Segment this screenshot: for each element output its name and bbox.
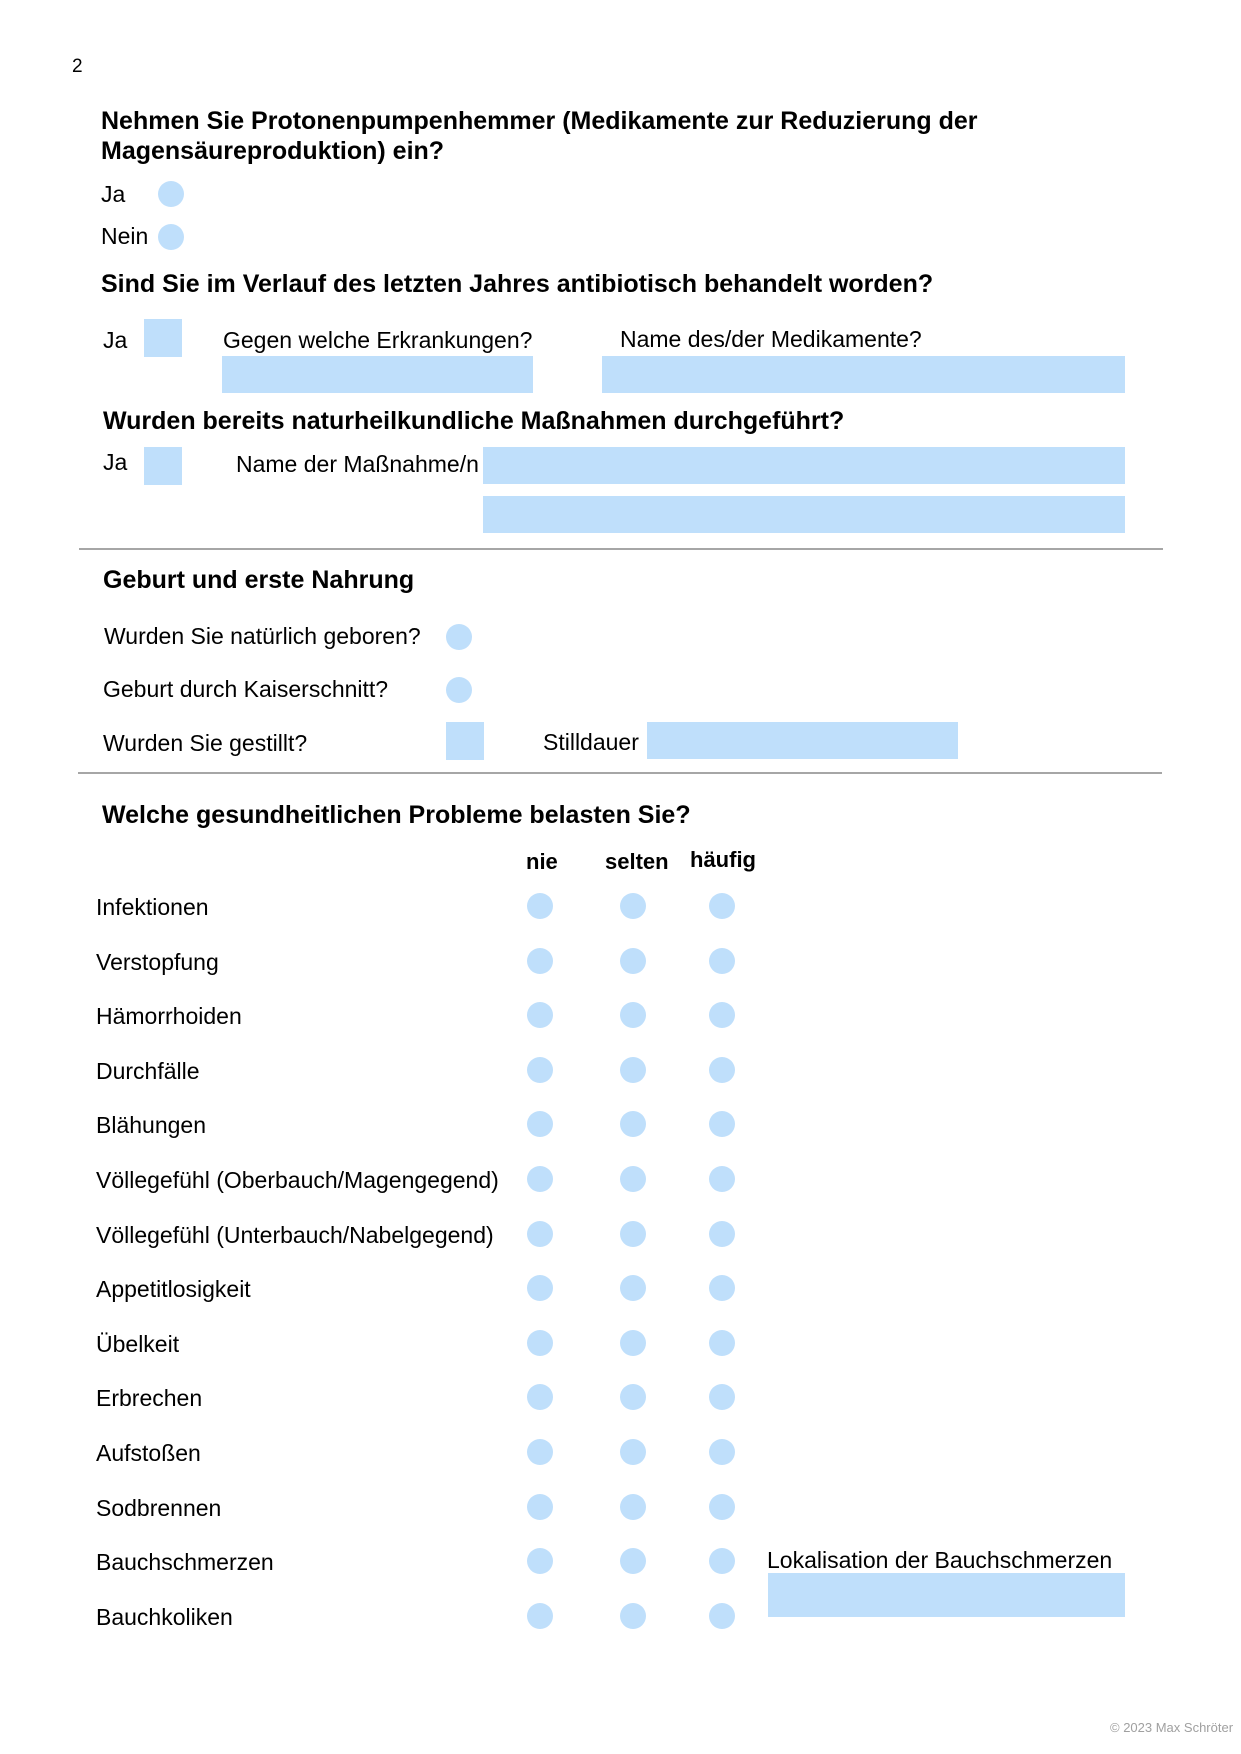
problem-radio-often[interactable] [709,1439,735,1465]
ppi-no-radio[interactable] [158,224,184,250]
birth-natural-radio[interactable] [446,624,472,650]
birth-breastfed-checkbox[interactable] [446,722,484,760]
problem-radio-never[interactable] [527,948,553,974]
problem-radio-never[interactable] [527,1384,553,1410]
problem-radio-rarely[interactable] [620,1275,646,1301]
problem-radio-never[interactable] [527,1439,553,1465]
problem-radio-never[interactable] [527,893,553,919]
problem-radio-often[interactable] [709,1057,735,1083]
birth-cesarean-label: Geburt durch Kaiserschnitt? [103,676,389,702]
problem-radio-often[interactable] [709,1221,735,1247]
problem-label: Übelkeit [96,1331,180,1357]
problem-radio-never[interactable] [527,1330,553,1356]
problem-label: Völlegefühl (Unterbauch/Nabelgegend) [96,1222,494,1248]
naturopathy-measure-field-1[interactable] [483,447,1125,484]
ppi-question-line2: Magensäureproduktion) ein? [101,137,445,165]
problem-radio-rarely[interactable] [620,1548,646,1574]
ppi-no-label: Nein [101,223,149,249]
column-header-rarely: selten [605,849,669,874]
problem-radio-often[interactable] [709,1166,735,1192]
pain-location-field[interactable] [768,1573,1125,1617]
problem-label: Durchfälle [96,1058,200,1084]
problem-radio-rarely[interactable] [620,1603,646,1629]
problem-radio-often[interactable] [709,893,735,919]
naturopathy-yes-label: Ja [103,449,128,475]
problem-radio-rarely[interactable] [620,1057,646,1083]
problem-radio-never[interactable] [527,1275,553,1301]
problem-radio-never[interactable] [527,1603,553,1629]
problem-radio-rarely[interactable] [620,1166,646,1192]
copyright-footer: © 2023 Max Schröter [1110,1720,1234,1735]
problem-radio-often[interactable] [709,1330,735,1356]
ppi-question-line1: Nehmen Sie Protonenpumpenhemmer (Medikamente zur Reduzierung der [101,107,978,135]
problem-radio-never[interactable] [527,1166,553,1192]
breastfeeding-duration-label: Stilldauer [543,729,639,755]
naturopathy-measure-field-2[interactable] [483,496,1125,533]
problem-radio-rarely[interactable] [620,1330,646,1356]
problem-radio-rarely[interactable] [620,1384,646,1410]
ppi-yes-label: Ja [101,181,126,207]
ppi-yes-radio[interactable] [158,181,184,207]
problem-radio-often[interactable] [709,1384,735,1410]
antibiotics-medication-label: Name des/der Medikamente? [620,326,922,352]
problem-radio-often[interactable] [709,1111,735,1137]
problem-label: Blähungen [96,1112,206,1138]
birth-breastfed-label: Wurden Sie gestillt? [103,730,308,756]
column-header-never: nie [526,849,558,874]
problem-radio-rarely[interactable] [620,1221,646,1247]
problem-label: Erbrechen [96,1385,203,1411]
problem-radio-often[interactable] [709,948,735,974]
problem-radio-never[interactable] [527,1221,553,1247]
problem-label: Verstopfung [96,949,219,975]
problem-label: Völlegefühl (Oberbauch/Magengegend) [96,1167,499,1193]
problem-radio-rarely[interactable] [620,948,646,974]
section-divider [78,772,1162,774]
problem-radio-rarely[interactable] [620,893,646,919]
problem-radio-often[interactable] [709,1548,735,1574]
problems-heading: Welche gesundheitlichen Probleme belasten Sie? [102,801,691,829]
antibiotics-diseases-label: Gegen welche Erkrankungen? [223,327,533,353]
naturopathy-yes-checkbox[interactable] [144,447,182,485]
problem-radio-rarely[interactable] [620,1494,646,1520]
problem-label: Appetitlosigkeit [96,1276,251,1302]
problem-radio-never[interactable] [527,1057,553,1083]
problem-radio-rarely[interactable] [620,1439,646,1465]
problem-label: Infektionen [96,894,209,920]
naturopathy-question: Wurden bereits naturheilkundliche Maßnahmen durchgeführt? [103,407,845,435]
antibiotics-yes-label: Ja [103,327,128,353]
problem-label: Aufstoßen [96,1440,201,1466]
problem-radio-often[interactable] [709,1494,735,1520]
pain-location-label: Lokalisation der Bauchschmerzen [767,1547,1113,1573]
problem-radio-rarely[interactable] [620,1111,646,1137]
problem-label: Bauchkoliken [96,1604,233,1630]
problem-radio-often[interactable] [709,1603,735,1629]
problem-label: Bauchschmerzen [96,1549,274,1575]
problem-radio-never[interactable] [527,1111,553,1137]
problem-label: Sodbrennen [96,1495,222,1521]
column-header-often: häufig [690,847,756,872]
problem-radio-rarely[interactable] [620,1002,646,1028]
problem-label: Hämorrhoiden [96,1003,242,1029]
problem-radio-never[interactable] [527,1494,553,1520]
page-number: 2 [72,56,83,77]
antibiotics-question: Sind Sie im Verlauf des letzten Jahres antibiotisch behandelt worden? [101,270,934,298]
problem-radio-never[interactable] [527,1002,553,1028]
antibiotics-diseases-field[interactable] [222,356,533,393]
antibiotics-yes-checkbox[interactable] [144,319,182,357]
breastfeeding-duration-field[interactable] [647,722,958,759]
birth-heading: Geburt und erste Nahrung [103,566,415,594]
problem-radio-never[interactable] [527,1548,553,1574]
problem-radio-often[interactable] [709,1275,735,1301]
birth-natural-label: Wurden Sie natürlich geboren? [104,623,421,649]
antibiotics-medication-field[interactable] [602,356,1125,393]
birth-cesarean-radio[interactable] [446,677,472,703]
problem-radio-often[interactable] [709,1002,735,1028]
section-divider [79,548,1163,550]
naturopathy-measures-label: Name der Maßnahme/n [236,451,479,477]
